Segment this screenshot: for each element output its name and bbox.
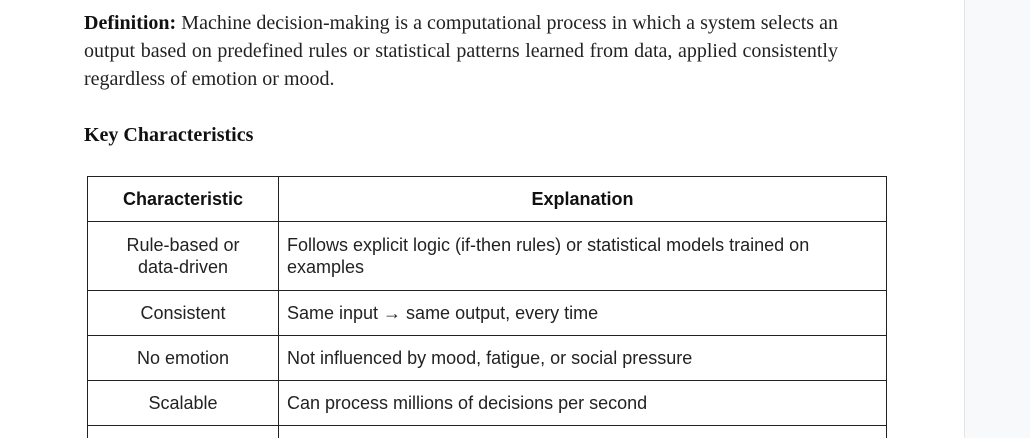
explanation-cell: Follows explicit logic (if-then rules) or statistical models trained on examples [279,222,887,291]
characteristic-cell [88,222,279,291]
explanation-cell-empty [279,426,887,438]
table-row [88,381,887,426]
table-viewport [87,176,887,438]
column-header-explanation: Explanation [279,177,887,222]
characteristic-cell: Scalable [88,381,279,426]
section-heading: Key Characteristics [84,124,254,146]
characteristic-cell-empty [88,426,279,438]
column-header-characteristic: Characteristic [88,177,279,222]
table-row [88,222,887,291]
definition-label: Definition: [84,12,177,34]
table-row [88,291,887,336]
table-row [88,336,887,381]
definition-paragraph [84,9,838,93]
table-row-partial [88,426,887,438]
characteristic-line: Rule-based or [126,235,240,255]
explanation-cell: Can process millions of decisions per second [279,381,887,426]
key-characteristics-table [87,176,887,438]
characteristic-line: data-driven [137,257,229,277]
explanation-cell: Same input → same output, every time [279,291,887,336]
side-panel [964,0,1030,438]
table-header-row [88,177,887,222]
characteristic-cell: No emotion [88,336,279,381]
explanation-cell: Not influenced by mood, fatigue, or social pressure [279,336,887,381]
definition-text: Machine decision-making is a computational process in which a system selects an output based on predefined rules or statistical patterns learned from data, applied consistently regardless of emotion or mood. [84,12,838,90]
characteristic-cell: Consistent [88,291,279,336]
